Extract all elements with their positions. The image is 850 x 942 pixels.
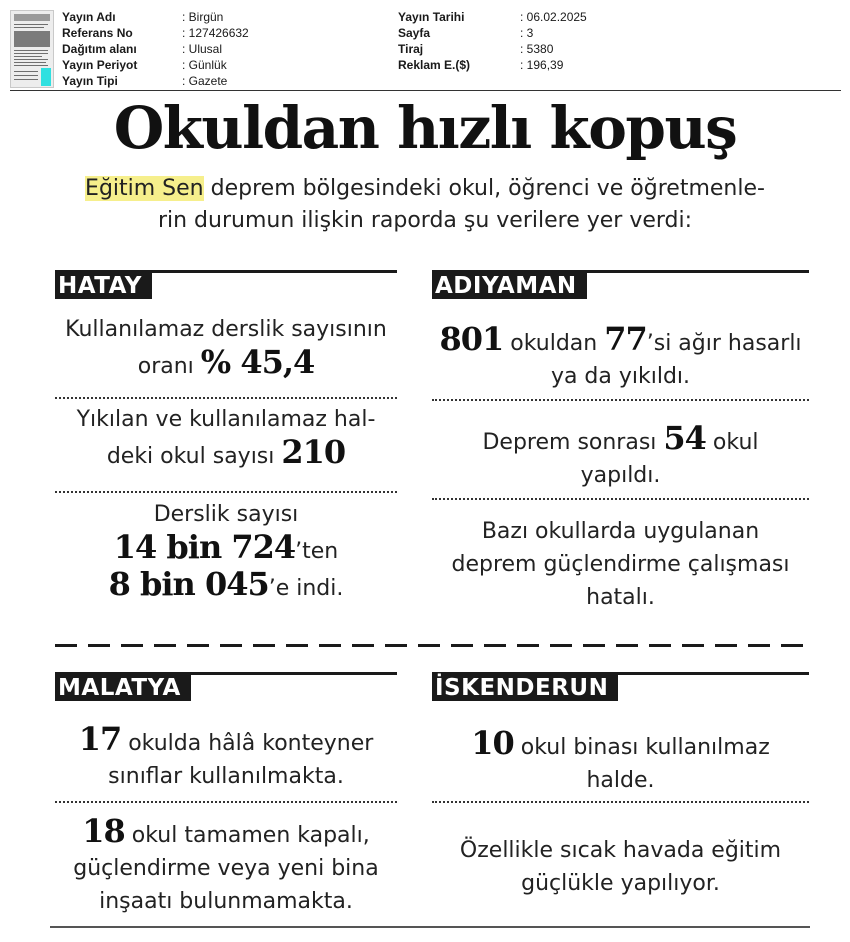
meta-key: Yayın Adı bbox=[62, 10, 116, 24]
section-malatya bbox=[55, 672, 397, 922]
meta-row bbox=[62, 57, 362, 73]
clipping-metadata bbox=[0, 0, 850, 92]
stat-number: 10 bbox=[471, 724, 514, 762]
stat-number: % 45,4 bbox=[200, 343, 315, 381]
stat-text: okul bbox=[705, 430, 759, 455]
section-iskenderun bbox=[432, 672, 809, 922]
section-label: İSKENDERUN bbox=[432, 675, 618, 701]
stat-text: sınıflar kullanılmakta. bbox=[108, 764, 344, 789]
stat-text: Kullanılamaz derslik sayısının bbox=[65, 317, 387, 342]
subtitle-text: rin durumun ilişkin raporda şu verilere yer verdi: bbox=[157, 208, 693, 233]
meta-key: Tiraj bbox=[398, 42, 424, 56]
meta-row bbox=[398, 9, 718, 25]
stat-text: güçlendirme veya yeni bina bbox=[73, 856, 379, 881]
meta-value: : Birgün bbox=[182, 10, 224, 24]
section-label: ADIYAMAN bbox=[432, 273, 587, 299]
meta-key: Yayın Periyot bbox=[62, 58, 138, 72]
stat-number: 8 bin 045 bbox=[108, 565, 269, 603]
stat-text: okulda hâlâ konteyner bbox=[121, 731, 374, 756]
stat-number: 17 bbox=[78, 720, 122, 758]
stat-text: ’ten bbox=[295, 539, 339, 564]
section-label: MALATYA bbox=[55, 675, 191, 701]
stat-text: Derslik sayısı bbox=[153, 502, 299, 527]
bottom-divider bbox=[50, 926, 810, 928]
meta-value: : 196,39 bbox=[520, 58, 564, 72]
stat-text: deprem güçlendirme çalışması bbox=[451, 552, 790, 577]
meta-row bbox=[62, 73, 362, 89]
dotted-divider bbox=[432, 399, 809, 401]
headline: Okuldan hızlı kopuş bbox=[113, 94, 737, 162]
meta-value: : 3 bbox=[520, 26, 534, 40]
stat-text: okul tamamen kapalı, bbox=[124, 823, 370, 848]
subtitle-text: deprem bölgesindeki okul, öğrenci ve öğretmenle- bbox=[203, 176, 765, 201]
highlighted-source: Eğitim Sen bbox=[85, 176, 204, 201]
stat-text: Bazı okullarda uygulanan bbox=[481, 519, 760, 544]
meta-key: Dağıtım alanı bbox=[62, 42, 137, 56]
meta-row bbox=[62, 9, 362, 25]
dotted-divider bbox=[55, 801, 397, 803]
stat-item bbox=[432, 515, 809, 614]
section-header bbox=[55, 270, 397, 299]
stat-item bbox=[432, 834, 809, 900]
meta-row bbox=[62, 25, 362, 41]
stat-text: ya da yıkıldı. bbox=[550, 364, 691, 389]
stat-text: deki okul sayısı bbox=[106, 444, 282, 469]
stat-item bbox=[432, 419, 809, 492]
meta-row bbox=[62, 41, 362, 57]
stat-text: yapıldı. bbox=[580, 463, 661, 488]
section-hatay bbox=[55, 270, 397, 630]
dotted-divider bbox=[432, 498, 809, 500]
section-header bbox=[55, 672, 397, 701]
page-thumbnail[interactable] bbox=[10, 10, 54, 88]
stat-text: Deprem sonrası bbox=[482, 430, 664, 455]
section-header bbox=[432, 672, 809, 701]
stat-text: okul binası kullanılmaz bbox=[513, 735, 770, 760]
stat-item bbox=[55, 812, 397, 918]
dotted-divider bbox=[55, 397, 397, 399]
meta-key: Referans No bbox=[62, 26, 133, 40]
stat-item bbox=[55, 403, 397, 473]
meta-row bbox=[398, 57, 718, 73]
section-header bbox=[432, 270, 809, 299]
dashed-divider bbox=[55, 644, 810, 647]
meta-value: : Günlük bbox=[182, 58, 227, 72]
meta-row bbox=[398, 25, 718, 41]
meta-key: Reklam E.($) bbox=[398, 58, 471, 72]
meta-value: : 127426632 bbox=[182, 26, 249, 40]
stat-text: güçlükle yapılıyor. bbox=[521, 871, 720, 896]
stat-number: 801 bbox=[439, 320, 504, 358]
stat-number: 54 bbox=[663, 419, 706, 457]
stat-text: oranı bbox=[137, 354, 201, 379]
dotted-divider bbox=[55, 491, 397, 493]
stat-item bbox=[55, 720, 397, 793]
stat-item bbox=[432, 320, 809, 393]
section-label: HATAY bbox=[55, 273, 152, 299]
stat-text: ’e indi. bbox=[268, 576, 344, 601]
meta-value: : 06.02.2025 bbox=[520, 10, 587, 24]
stat-text: Özellikle sıcak havada eğitim bbox=[459, 838, 782, 863]
subtitle bbox=[40, 173, 810, 237]
meta-value: : 5380 bbox=[520, 42, 554, 56]
stat-item bbox=[55, 498, 397, 605]
stat-item bbox=[432, 724, 809, 797]
stat-number: 14 bin 724 bbox=[113, 528, 296, 566]
stat-text: okuldan bbox=[503, 331, 605, 356]
section-adiyaman bbox=[432, 270, 809, 630]
dotted-divider bbox=[432, 801, 809, 803]
stat-number: 18 bbox=[82, 812, 125, 850]
stat-text: hatalı. bbox=[586, 585, 655, 610]
stat-text: inşaatı bulunmamakta. bbox=[99, 889, 353, 914]
meta-row bbox=[398, 41, 718, 57]
stat-number: 210 bbox=[281, 433, 346, 471]
meta-key: Sayfa bbox=[398, 26, 431, 40]
meta-key: Yayın Tipi bbox=[62, 74, 118, 88]
meta-key: Yayın Tarihi bbox=[398, 10, 465, 24]
meta-value: : Gazete bbox=[182, 74, 228, 88]
stat-item bbox=[55, 313, 397, 383]
stat-text: ’si ağır hasarlı bbox=[646, 331, 802, 356]
stat-number: 77 bbox=[604, 320, 647, 358]
stat-text: halde. bbox=[586, 768, 655, 793]
meta-value: : Ulusal bbox=[182, 42, 223, 56]
stat-text: Yıkılan ve kullanılamaz hal- bbox=[76, 407, 376, 432]
